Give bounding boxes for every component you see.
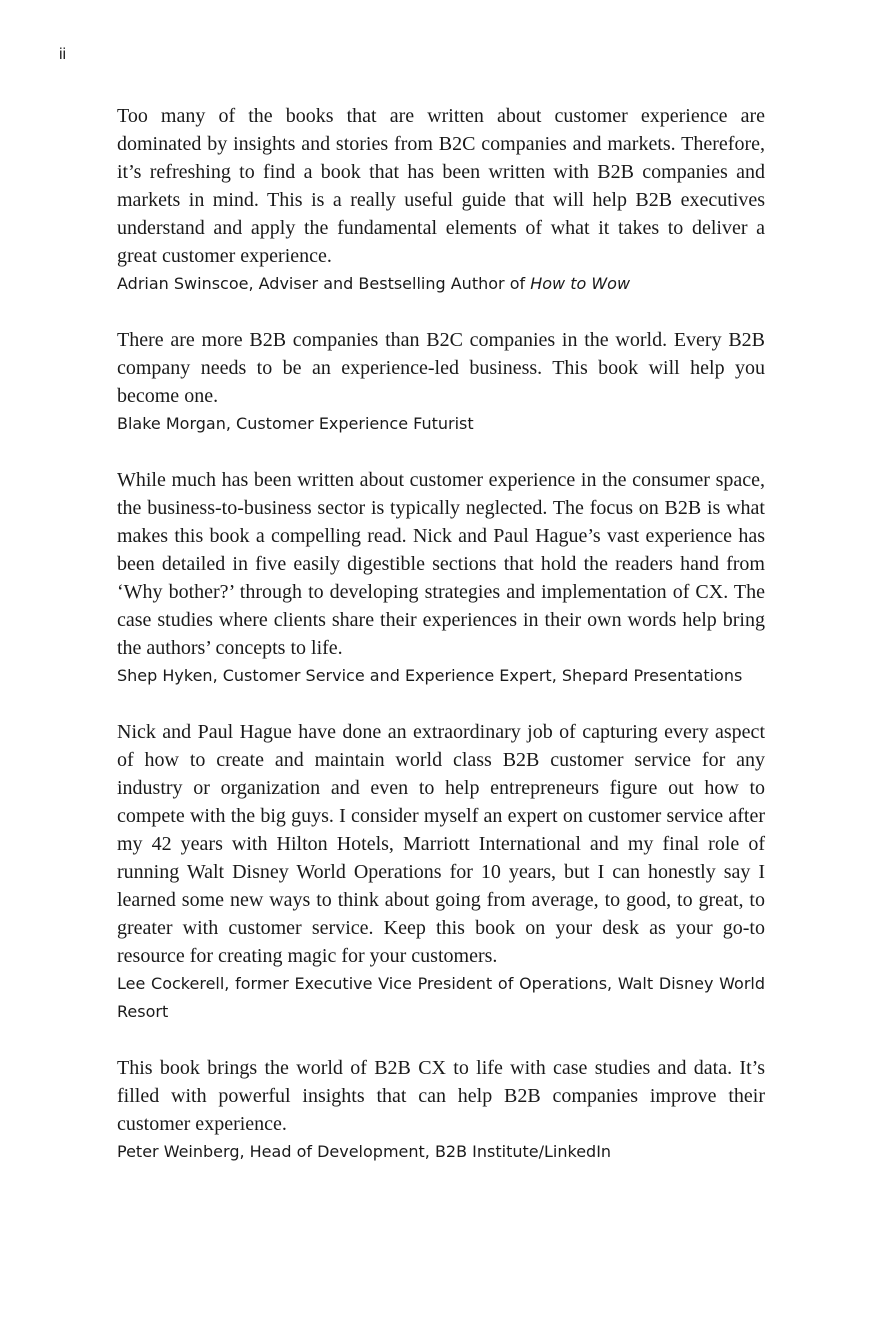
- endorsement-quote: While much has been written about customer experience in the consumer space, the business-to-business sector is typically neglected. The focus on B2B is what makes this book a compelling read. Nick and Paul Hague’s vast experience has been detailed in five easily digestible sections that hold the readers hand from ‘Why bother?’ through to developing strategies and implementation of CX. The case studies where clients share their experiences in their own words help bring the authors’ concepts to life.: [117, 469, 765, 659]
- page-number: ii: [59, 46, 67, 63]
- endorsement-attribution: [117, 270, 765, 298]
- endorsement-quote: Nick and Paul Hague have done an extraordinary job of capturing every aspect of how to create and maintain world class B2B customer service for any industry or organization and even to help entrepreneurs figure out how to compete with the big guys. I consider myself an expert on customer service after my 42 years with Hilton Hotels, Marriott International and my final role of running Walt Disney World Operations for 10 years, but I can honestly say I learned some new ways to think about going from average, to good, to great, to greater with customer service. Keep this book on your desk as your go-to resource for creating magic for your customers.: [117, 721, 765, 967]
- endorsement-quote: There are more B2B companies than B2C companies in the world. Every B2B company needs to be an experience-led business. This book will help you become one.: [117, 329, 765, 407]
- endorsement-quote: This book brings the world of B2B CX to life with case studies and data. It’s filled with powerful insights that can help B2B companies improve their customer experience.: [117, 1057, 765, 1135]
- endorsements: [117, 102, 765, 1194]
- endorsement-attribution: Lee Cockerell, former Executive Vice President of Operations, Walt Disney World Resort: [117, 974, 765, 1021]
- endorsement-attribution: Blake Morgan, Customer Experience Futurist: [117, 414, 474, 433]
- endorsement-lee-cockerell: [117, 718, 765, 1026]
- endorsement-quote: Too many of the books that are written about customer experience are dominated by insights and stories from B2C companies and markets. Therefore, it’s refreshing to find a book that has been written with B2B companies and markets in mind. This is a really useful guide that will help B2B executives understand and apply the fundamental elements of what it takes to deliver a great customer experience.: [117, 105, 765, 267]
- endorsement-attribution: Peter Weinberg, Head of Development, B2B Institute/LinkedIn: [117, 1142, 612, 1161]
- endorsement-shep-hyken: [117, 466, 765, 690]
- endorsement-attribution: Shep Hyken, Customer Service and Experience Expert, Shepard Presentations: [117, 666, 743, 685]
- book-title: How to Wow: [530, 274, 631, 293]
- endorsement-peter-weinberg: [117, 1054, 765, 1166]
- endorsement-blake-morgan: [117, 326, 765, 438]
- endorsement-adrian-swinscoe: [117, 102, 765, 298]
- attribution-text: Adrian Swinscoe, Adviser and Bestselling Author of: [117, 274, 531, 293]
